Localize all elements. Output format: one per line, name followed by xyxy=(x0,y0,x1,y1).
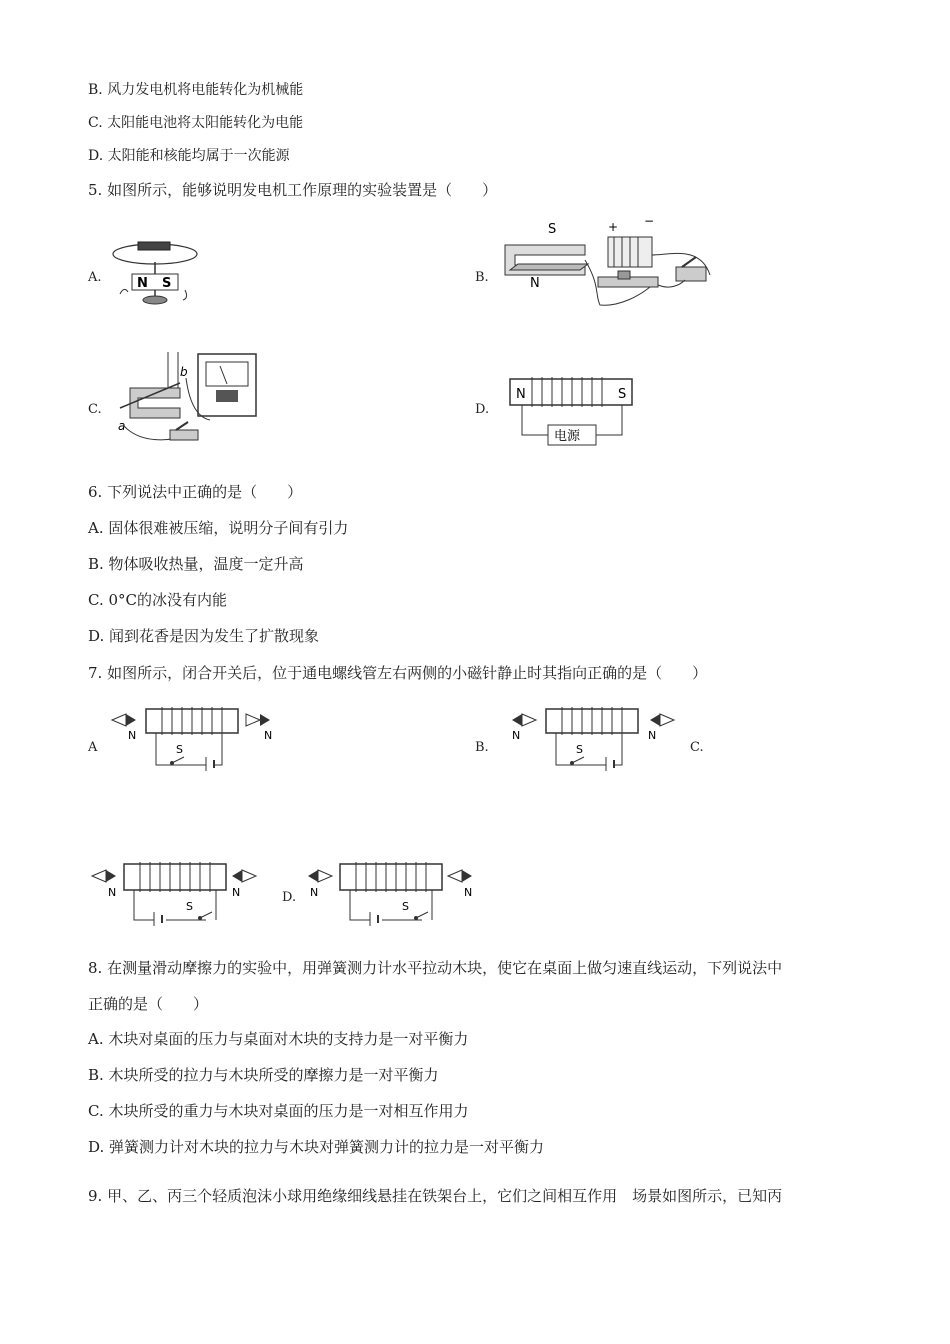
q5d-power: 电源 xyxy=(554,429,581,444)
q8-stem-line2: 正确的是（ ） xyxy=(88,995,209,1013)
q5-figure-b xyxy=(500,215,720,310)
q5-label-a: A. xyxy=(88,270,102,285)
q7-figure-a xyxy=(110,705,280,770)
q8-option-a: A. 木块对桌面的压力与桌面对木块的支持力是一对平衡力 xyxy=(88,1030,469,1048)
q7c-nl: N xyxy=(108,886,117,899)
q7a-s: S xyxy=(176,743,183,756)
q6-option-c: C. 0°C的冰没有内能 xyxy=(88,591,227,609)
q7-figure-c xyxy=(90,858,265,926)
q7-label-a: A xyxy=(88,740,98,755)
q9-stem: 9. 甲、乙、丙三个轻质泡沫小球用绝缘细线悬挂在铁架台上，它们之间相互作用 场景如图所示，已知丙 xyxy=(88,1187,783,1205)
q5b-plus: + xyxy=(608,220,619,234)
q5-label-b: B. xyxy=(475,270,489,285)
q6-stem: 6. 下列说法中正确的是（ ） xyxy=(88,483,303,501)
q7d-nl: N xyxy=(310,886,319,899)
q5-figure-d xyxy=(508,375,638,450)
q7-figure-b xyxy=(510,705,680,770)
q8-option-c: C. 木块所受的重力与木块对桌面的压力是一对相互作用力 xyxy=(88,1102,469,1120)
q7-label-c: C. xyxy=(690,740,704,755)
q7b-nl: N xyxy=(512,729,521,742)
q8-option-d: D. 弹簧测力计对木块的拉力与木块对弹簧测力计的拉力是一对平衡力 xyxy=(88,1138,545,1156)
q7-label-b: B. xyxy=(475,740,489,755)
q6-option-a: A. 固体很难被压缩，说明分子间有引力 xyxy=(88,519,349,537)
q5c-a: a xyxy=(118,419,126,433)
q7-label-d: D. xyxy=(282,890,297,905)
q7b-nr: N xyxy=(648,729,657,742)
q5-figure-c xyxy=(110,348,270,450)
q5d-s: S xyxy=(618,387,627,402)
q7-stem: 7. 如图所示，闭合开关后，位于通电螺线管左右两侧的小磁针静止时其指向正确的是（ ） xyxy=(88,664,708,682)
q5a-n: N xyxy=(137,276,148,291)
q8-option-b: B. 木块所受的拉力与木块所受的摩擦力是一对平衡力 xyxy=(88,1066,439,1084)
q7c-nr: N xyxy=(232,886,241,899)
q7b-s: S xyxy=(576,743,583,756)
q7c-s: S xyxy=(186,900,193,913)
q5b-n: N xyxy=(530,276,540,291)
q5a-s: S xyxy=(162,276,172,291)
q5-label-c: C. xyxy=(88,402,102,417)
q5-stem: 5. 如图所示，能够说明发电机工作原理的实验装置是（ ） xyxy=(88,181,498,199)
q5d-n: N xyxy=(516,387,526,402)
q4-option-c: C. 太阳能电池将太阳能转化为电能 xyxy=(88,115,304,131)
q7d-s: S xyxy=(402,900,409,913)
q5-figure-a xyxy=(110,232,200,312)
q4-option-d: D. 太阳能和核能均属于一次能源 xyxy=(88,148,290,164)
q7d-nr: N xyxy=(464,886,473,899)
q8-stem-line1: 8. 在测量滑动摩擦力的实验中，用弹簧测力计水平拉动木块，使它在桌面上做匀速直线运动，下列说法中 xyxy=(88,959,783,977)
q7a-nl: N xyxy=(128,729,137,742)
q5b-s: S xyxy=(548,222,557,237)
q7a-nr: N xyxy=(264,729,273,742)
q6-option-b: B. 物体吸收热量，温度一定升高 xyxy=(88,555,304,573)
q5b-minus: − xyxy=(644,214,655,228)
q5c-b: b xyxy=(180,365,188,379)
q4-option-b: B. 风力发电机将电能转化为机械能 xyxy=(88,82,304,98)
q5-label-d: D. xyxy=(475,402,490,417)
q7-figure-d xyxy=(306,858,481,926)
q6-option-d: D. 闻到花香是因为发生了扩散现象 xyxy=(88,627,320,645)
